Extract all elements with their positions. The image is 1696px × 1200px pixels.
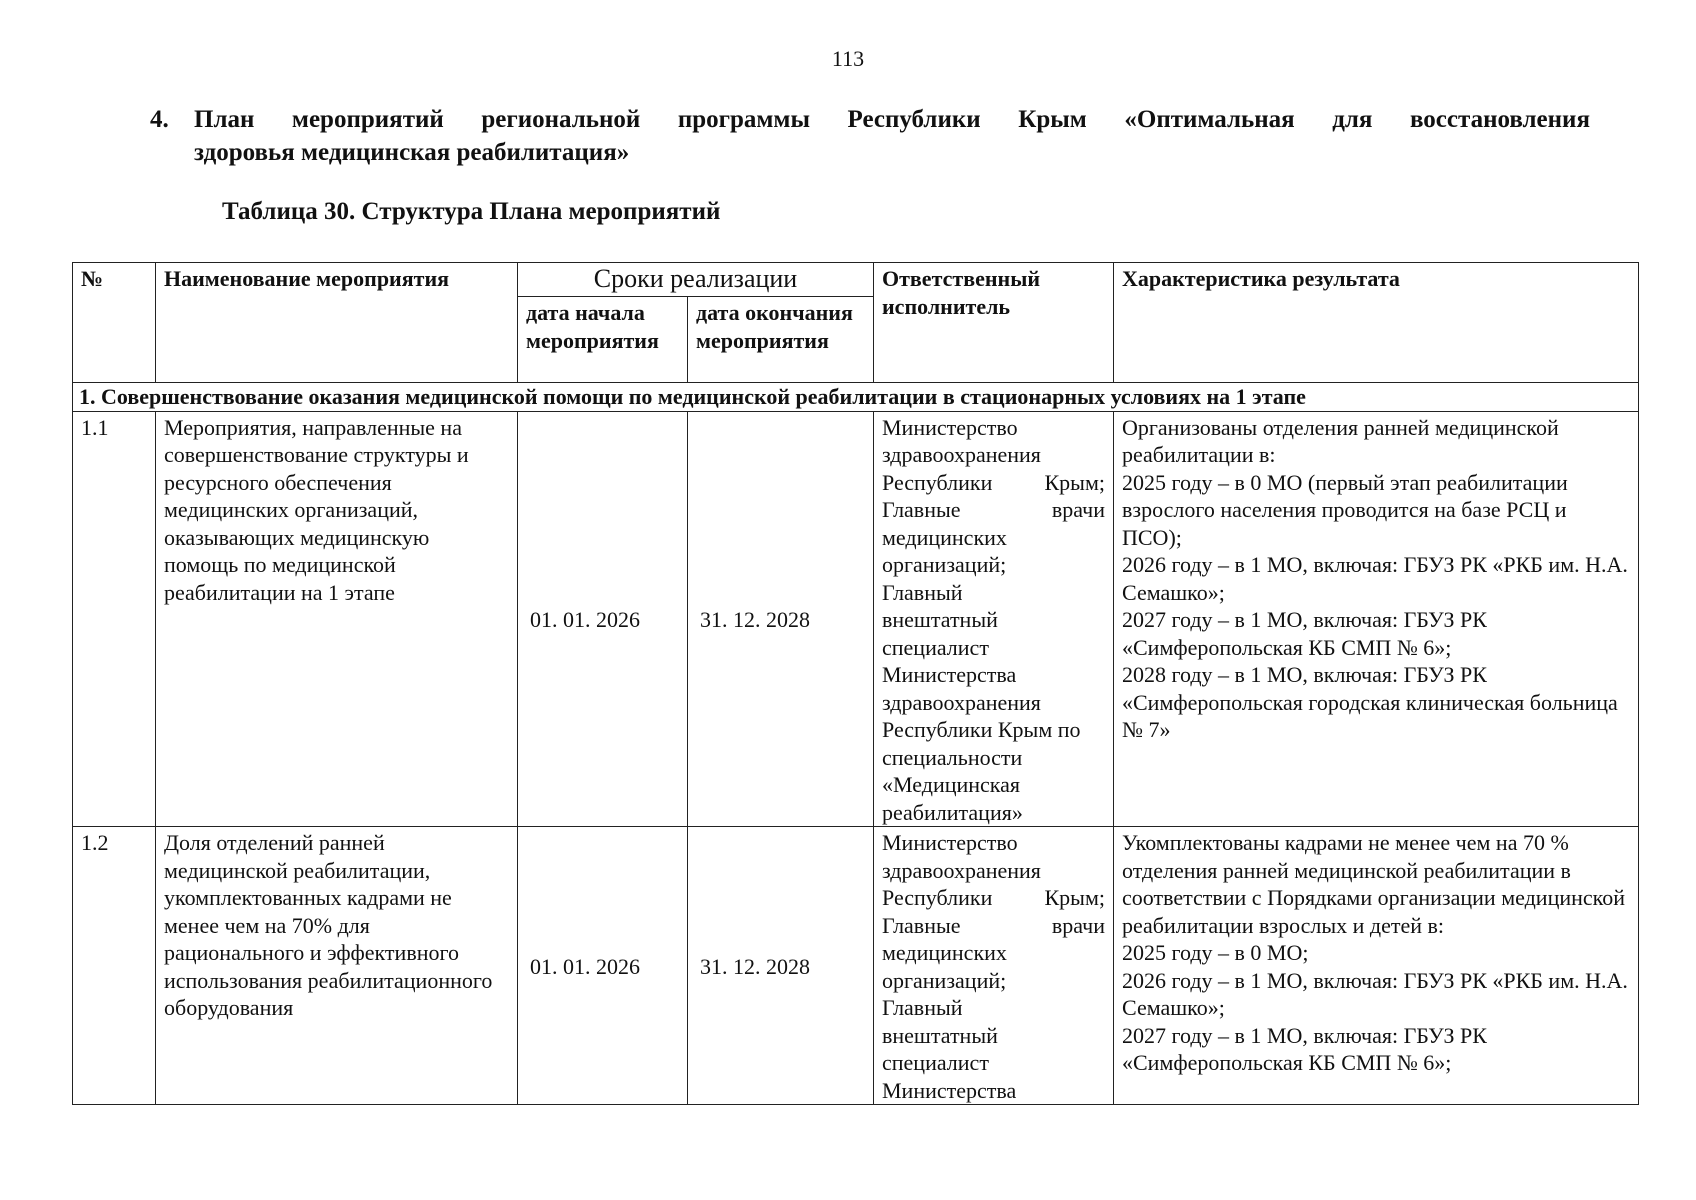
row-result [1114,411,1639,827]
responsible-line: Министерства [882,1077,1017,1103]
result-line: 2026 году – в 1 МО, включая: ГБУЗ РК «РКБ им. Н.А. Семашко»; [1122,552,1628,605]
header-name: Наименование мероприятия [156,263,518,383]
header-end-date: дата окончания мероприятия [688,297,874,383]
header-dates: Сроки реализации [518,263,874,297]
responsible-line: специалист [882,634,989,660]
responsible-line: внештатный [882,607,998,632]
result-line: 2028 году – в 1 МО, включая: ГБУЗ РК «Симферопольская городская клиническая больница № 7» [1122,662,1618,742]
plan-table [72,262,1639,1105]
row-responsible [874,827,1114,1105]
section-title: 1. Совершенствование оказания медицинской помощи по медицинской реабилитации в стационарных условиях на 1 этапе [73,383,1639,412]
section-heading-text1: План мероприятий региональной программы Республики Крым «Оптимальная для восстановления [194,106,1590,133]
responsible-line: Главные врачи [882,912,1105,938]
result-line: Укомплектованы кадрами не менее чем на 70 % отделения ранней медицинской реабилитации в соответствии с Порядками организации медицинской реабилитации взрослых и детей в: [1122,830,1625,938]
header-start-date: дата начала мероприятия [518,297,688,383]
responsible-line: здравоохранения [882,442,1041,467]
responsible-line: организаций; [882,552,1007,577]
responsible-line: внештатный [882,1022,998,1048]
section-heading-line2: здоровья медицинская реабилитация» [194,139,630,166]
row-end-date: 31. 12. 2028 [688,827,874,1105]
section-heading [150,103,1590,169]
section-heading-line1 [150,103,1590,136]
row-result [1114,827,1639,1105]
row-responsible [874,411,1114,827]
responsible-line: медицинских [882,524,1007,550]
row-number: 1.2 [73,827,156,1105]
result-line: 2027 году – в 1 МО, включая: ГБУЗ РК «Симферопольская КБ СМП № 6»; [1122,607,1487,660]
responsible-line: Республики Крым; [882,885,1105,910]
responsible-line: Министерства [882,662,1017,687]
result-line: 2025 году – в 0 МО; [1122,940,1309,965]
row-name: Мероприятия, направленные на совершенствование структуры и ресурсного обеспечения медицинских организаций, оказывающих медицинскую помощь по медицинской реабилитации на 1 этапе [156,411,518,827]
row-start-date: 01. 01. 2026 [518,827,688,1105]
row-number: 1.1 [73,411,156,827]
responsible-line: здравоохранения [882,689,1041,715]
table-caption: Таблица 30. Структура Плана мероприятий [222,198,721,225]
table-row [73,411,1639,827]
header-row [73,263,1639,297]
responsible-line: Главный [882,995,963,1020]
responsible-line: специалист [882,1050,989,1075]
responsible-line: Министерство [882,830,1018,855]
result-line: 2026 году – в 1 МО, включая: ГБУЗ РК «РКБ им. Н.А. Семашко»; [1122,967,1628,1020]
responsible-line: «Медицинская [882,772,1021,797]
table-row [73,827,1639,1105]
result-line: 2025 году – в 0 МО (первый этап реабилитации взрослого населения проводится на базе РСЦ и ПСО); [1122,469,1568,550]
responsible-line: Республики Крым; [882,469,1105,495]
section-number: 4. [150,106,169,133]
responsible-line: Республики Крым по [882,717,1081,742]
responsible-line: Министерство [882,414,1018,440]
page-number: 113 [831,46,865,71]
row-name: Доля отделений ранней медицинской реабилитации, укомплектованных кадрами не менее чем на 70% для рационального и эффективного использования реабилитационного оборудования [156,827,518,1105]
header-no: № [73,263,156,383]
responsible-line: Главные врачи [882,497,1105,522]
responsible-line: организаций; [882,967,1007,993]
result-line: Организованы отделения ранней медицинской реабилитации в: [1122,414,1559,467]
section-row [73,383,1639,412]
responsible-line: реабилитация» [882,799,1023,825]
responsible-line: здравоохранения [882,857,1041,883]
result-line: 2027 году – в 1 МО, включая: ГБУЗ РК «Симферопольская КБ СМП № 6»; [1122,1022,1487,1075]
row-start-date: 01. 01. 2026 [518,411,688,827]
responsible-line: медицинских [882,940,1007,965]
responsible-line: Главный [882,579,963,605]
row-end-date: 31. 12. 2028 [688,411,874,827]
header-responsible: Ответственный исполнитель [874,263,1114,383]
responsible-line: специальности [882,744,1023,770]
header-result: Характеристика результата [1114,263,1639,383]
